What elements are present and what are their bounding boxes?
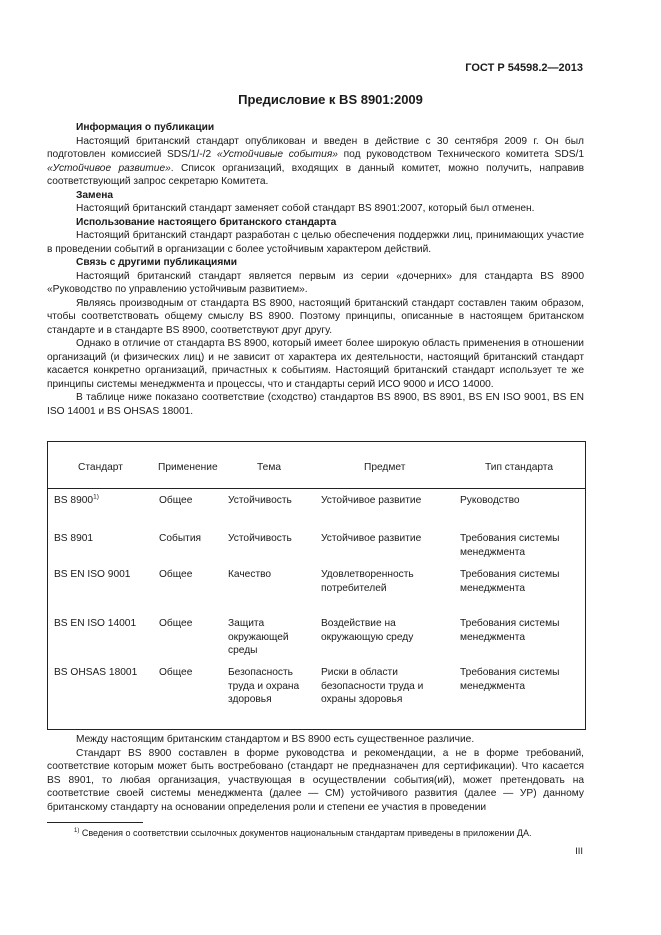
- table-cell: Требования системы менеджмента: [460, 533, 560, 558]
- table-cell: BS EN ISO 9001: [54, 569, 131, 580]
- table-cell: Руководство: [460, 495, 520, 506]
- paragraph: Настоящий британский стандарт опубликован и введен в действие с 30 сентября 2009 г. Он был подготовлен комиссией SDS/1/-/2 «Устойчивые события» под руководством Технического комитета SDS/1 «Устойчивое развитие». Список организаций, входящих в данный комитет, можно получить, направив соответствующий запрос секретарю Комитета.: [47, 135, 584, 187]
- paragraph: Между настоящим британским стандартом и BS 8900 есть существенное различие.: [76, 734, 475, 745]
- table-cell: Риски в области безопасности труда и охраны здоровья: [321, 667, 424, 705]
- column-header-standard: Стандарт: [78, 462, 123, 473]
- table-cell: Безопасность труда и охрана здоровья: [228, 667, 300, 705]
- preface-body: [47, 121, 584, 418]
- subheading-replacement: Замена: [76, 189, 114, 201]
- paragraph: В таблице ниже показано соответствие (сходство) стандартов BS 8900, BS 8901, BS EN ISO 9001, BS EN ISO 14001 и BS OHSAS 18001.: [47, 392, 584, 417]
- standards-table: [47, 441, 586, 730]
- table-cell: Устойчивость: [228, 495, 292, 506]
- column-header-application: Применение: [158, 462, 218, 473]
- column-header-type: Тип стандарта: [485, 462, 554, 473]
- table-cell: Устойчивость: [228, 533, 292, 544]
- table-cell: Общее: [159, 569, 193, 580]
- table-cell: Воздействие на окружающую среду: [321, 618, 414, 643]
- footnote: $^{1)}$ Сведения о соответствии ссылочных документов национальным стандартам приведены в приложении ДА.: [74, 828, 532, 838]
- column-header-theme: Тема: [257, 462, 281, 473]
- standard-code: ГОСТ Р 54598.2—2013: [465, 62, 583, 74]
- table-cell: Устойчивое развитие: [321, 533, 422, 544]
- table-cell: Устойчивое развитие: [321, 495, 422, 506]
- table-cell: BS 8901: [54, 533, 94, 544]
- table-cell: Общее: [159, 618, 193, 629]
- table-cell: События: [159, 533, 202, 544]
- paragraph: Настоящий британский стандарт является первым из серии «дочерних» для стандарта BS 8900 «Руководство по управлению устойчивым развитием».: [47, 270, 584, 295]
- paragraph: Стандарт BS 8900 составлен в форме руководства и рекомендации, а не в форме требований, соответствие которым может быть востребовано (стандарт не предназначен для сертификации). Что касается BS 8901, то любая организация, участвующая в осуществлении события(ий), может претендовать на соответствие своей системы менеджмента (далее — СМ) устойчивого развития (далее — УР) данному британскому стандарту на основании определения роли и степени ее участия в проведении: [47, 747, 584, 813]
- table-cell: Требования системы менеджмента: [460, 618, 560, 643]
- table-cell: Качество: [228, 569, 272, 580]
- table-cell: Требования системы менеджмента: [460, 569, 560, 594]
- paragraph: Однако в отличие от стандарта BS 8900, который имеет более широкую область применения в отношении организаций (и физических лиц) и не зависит от характера их деятельности, настоящий британский стандарт касается конкретно организаций, причастных к событиям. Настоящий британский стандарт использует те же принципы системы менеджмента и процессы, что и стандарты серий ИСО 9000 и ИСО 14000.: [47, 338, 584, 390]
- table-cell: BS 8900$^{1)}$: [54, 493, 99, 506]
- table-cell: Общее: [159, 667, 193, 678]
- footnote-divider: [47, 822, 143, 823]
- paragraph: Настоящий британский стандарт заменяет собой стандарт BS 8901:2007, который был отменен.: [76, 203, 535, 214]
- after-table-body: [47, 733, 584, 814]
- table-cell: BS OHSAS 18001: [54, 667, 138, 678]
- page-number: III: [575, 846, 583, 857]
- paragraph: Являясь производным от стандарта BS 8900, настоящий британский стандарт составлен таким образом, чтобы соответствовать общему смыслу BS 8900. Поэтому принципы, описанные в настоящем британском стандарте и в стандарте BS 8900, соответствуют друг другу.: [47, 297, 584, 336]
- subheading-publication-info: Информация о публикации: [76, 122, 215, 133]
- header-divider: [48, 488, 585, 489]
- paragraph: Настоящий британский стандарт разработан с целью обеспечения поддержки лиц, принимающих участие в проведении событий в организации с более устойчивым характером действий.: [47, 230, 584, 255]
- subheading-use: Использование настоящего британского стандарта: [76, 216, 337, 228]
- footnote-marker: 1): [93, 493, 99, 501]
- subheading-relation: Связь с другими публикациями: [76, 257, 238, 268]
- table-cell: Защита окружающей среды: [228, 618, 289, 656]
- page-title: Предисловие к BS 8901:2009: [238, 92, 423, 107]
- column-header-subject: Предмет: [364, 462, 406, 473]
- table-cell: Требования системы менеджмента: [460, 667, 560, 692]
- table-cell: Удовлетворенность потребителей: [321, 569, 414, 594]
- table-cell: BS EN ISO 14001: [54, 618, 137, 629]
- table-cell: Общее: [159, 495, 193, 506]
